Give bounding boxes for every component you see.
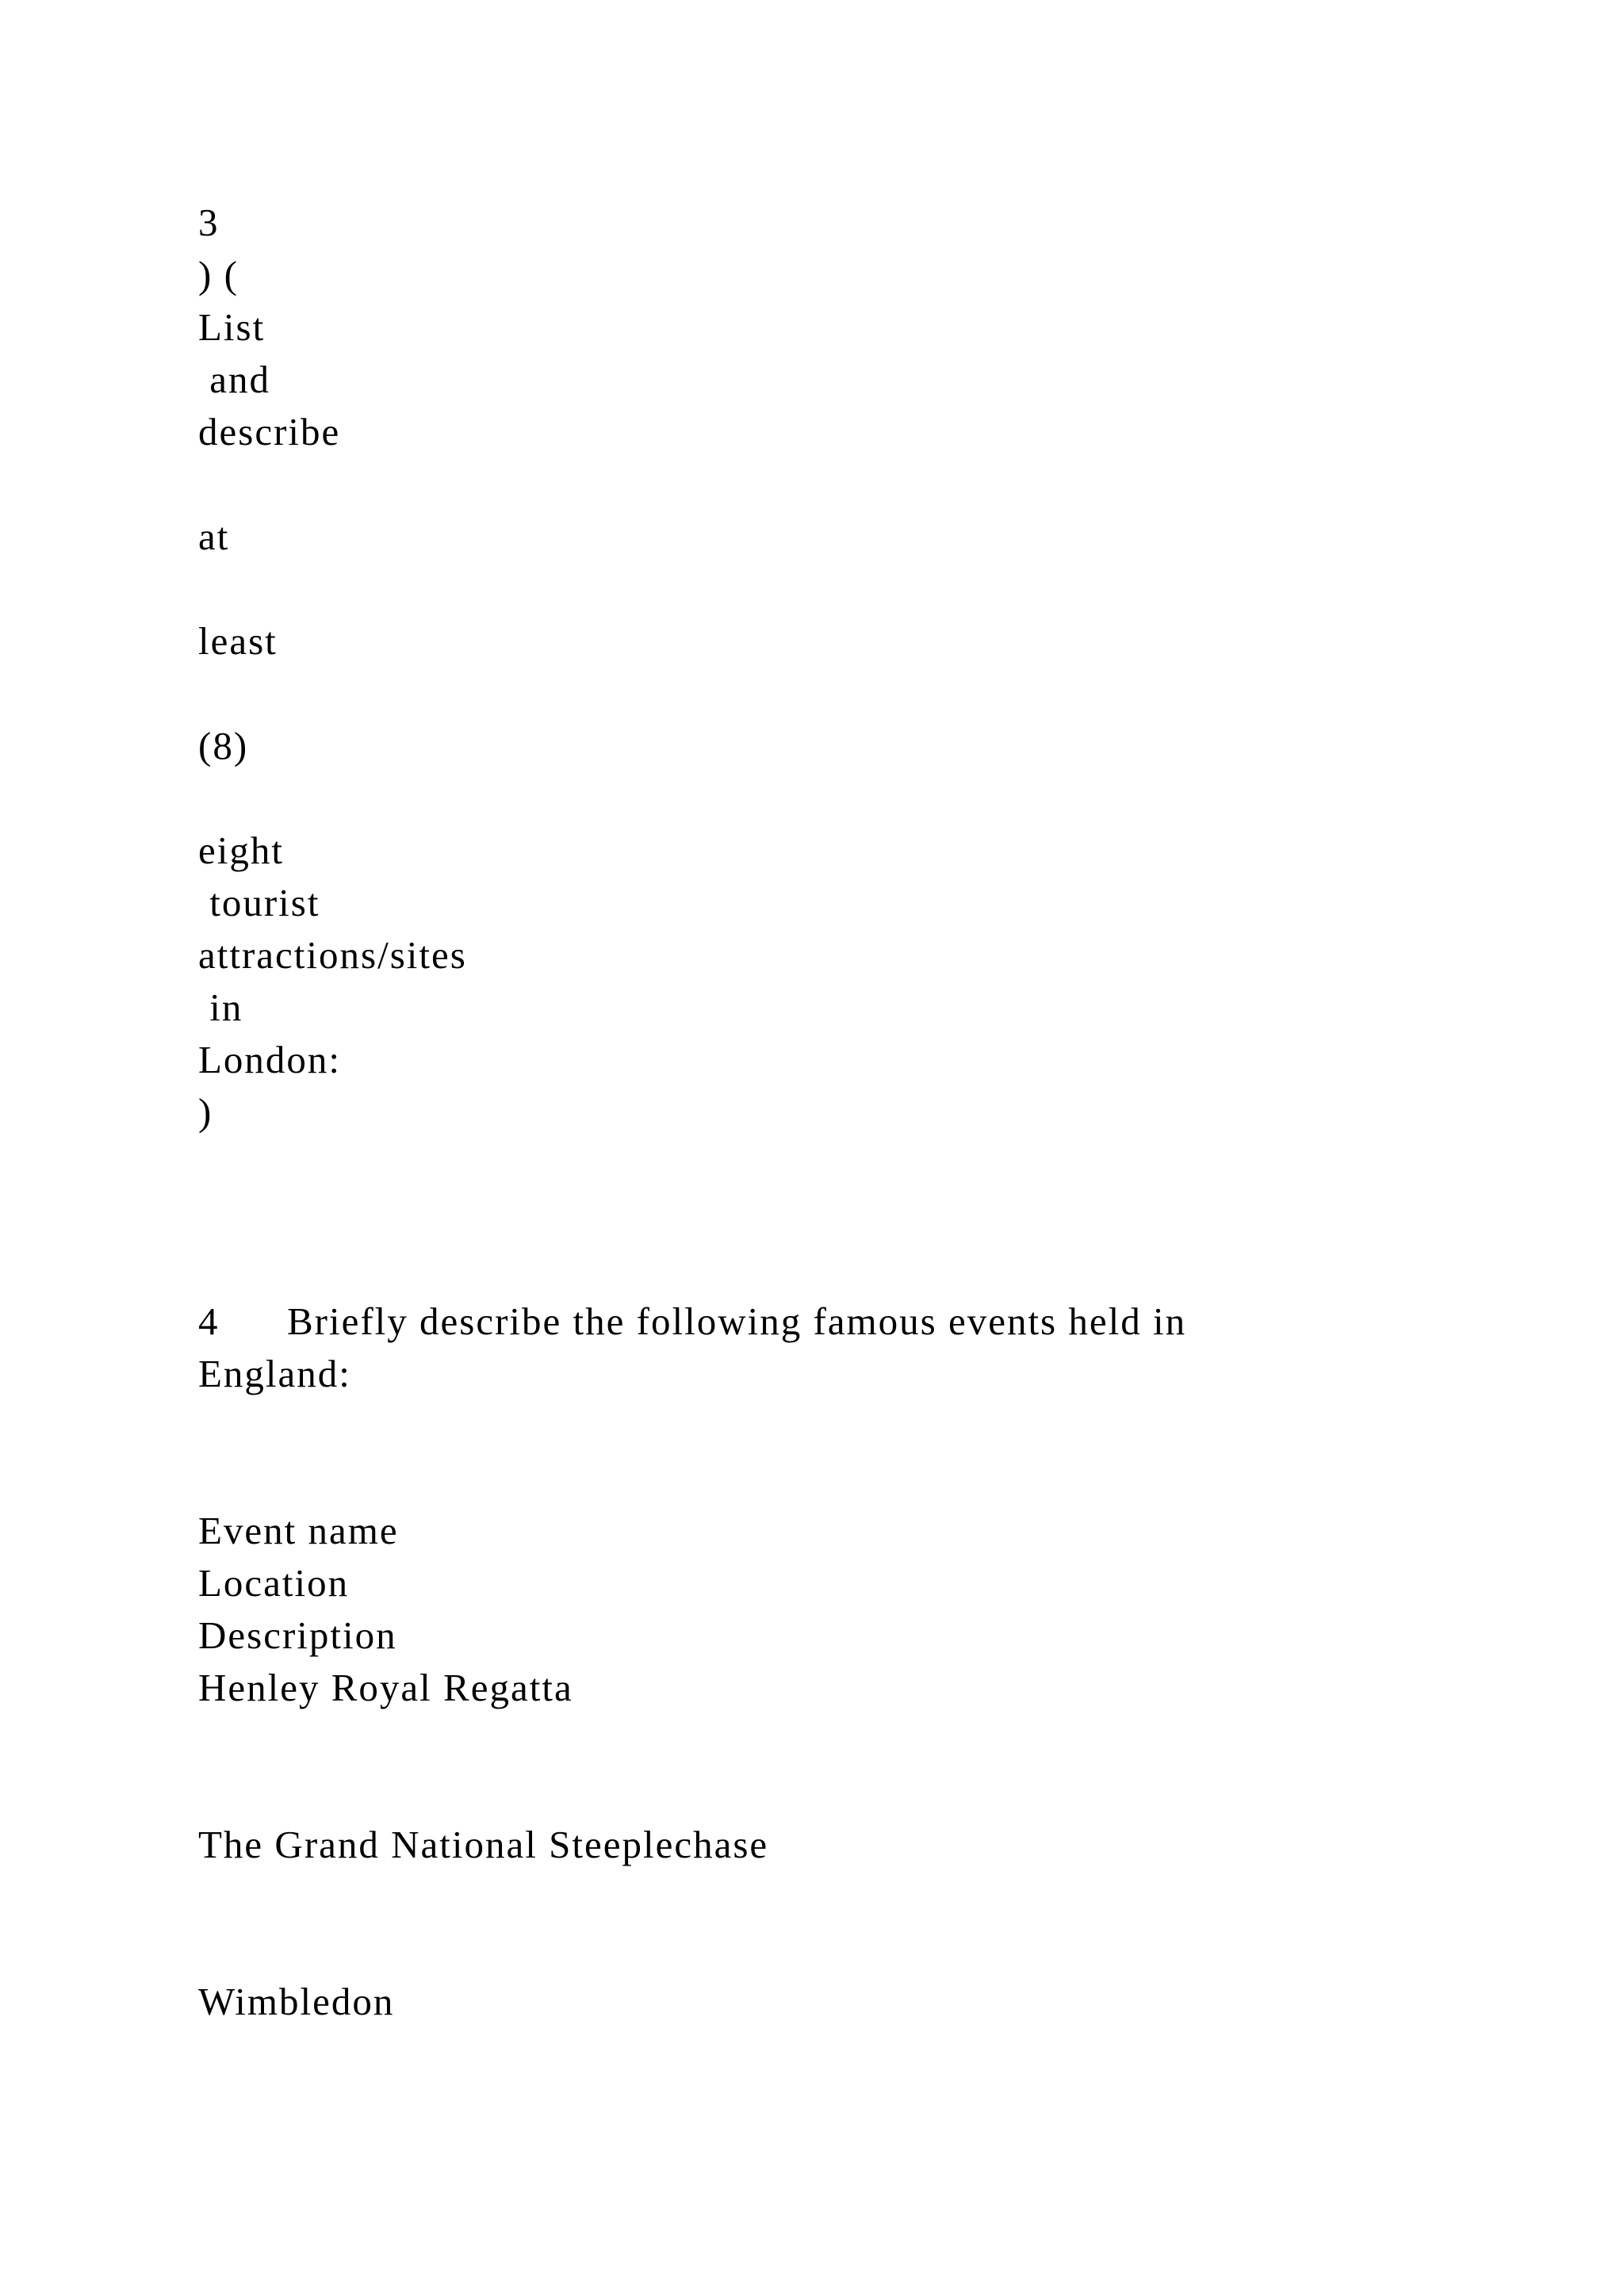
- question-3-word-describe: describe: [198, 410, 341, 453]
- event-grand-national-steeplechase: The Grand National Steeplechase: [198, 1823, 769, 1866]
- question-3-word-eight: eight: [198, 828, 284, 872]
- question-3-word-least: least: [198, 619, 278, 663]
- event-henley-royal-regatta: Henley Royal Regatta: [198, 1666, 573, 1709]
- question-3-word-attractions: attractions/sites: [198, 933, 467, 977]
- table-header-event-name: Event name: [198, 1509, 399, 1552]
- question-3-open-paren: ) (: [198, 253, 239, 297]
- question-3-word-in: in: [198, 985, 243, 1029]
- question-3-word-at: at: [198, 515, 230, 558]
- question-4-prompt-line-2: England:: [198, 1352, 351, 1395]
- question-3-count: (8): [198, 724, 249, 767]
- question-3-word-tourist: tourist: [198, 881, 320, 924]
- question-3-word-london: London:: [198, 1038, 342, 1081]
- question-4-prompt-line-1: 4 Briefly describe the following famous events held in: [198, 1299, 1187, 1343]
- table-header-location: Location: [198, 1561, 350, 1605]
- table-header-description: Description: [198, 1613, 397, 1657]
- question-3-word-and: and: [198, 358, 270, 401]
- event-wimbledon: Wimbledon: [198, 1980, 395, 2023]
- question-3-close-paren: ): [198, 1090, 213, 1134]
- question-3-number: 3: [198, 201, 220, 244]
- question-3-word-list: List: [198, 305, 266, 349]
